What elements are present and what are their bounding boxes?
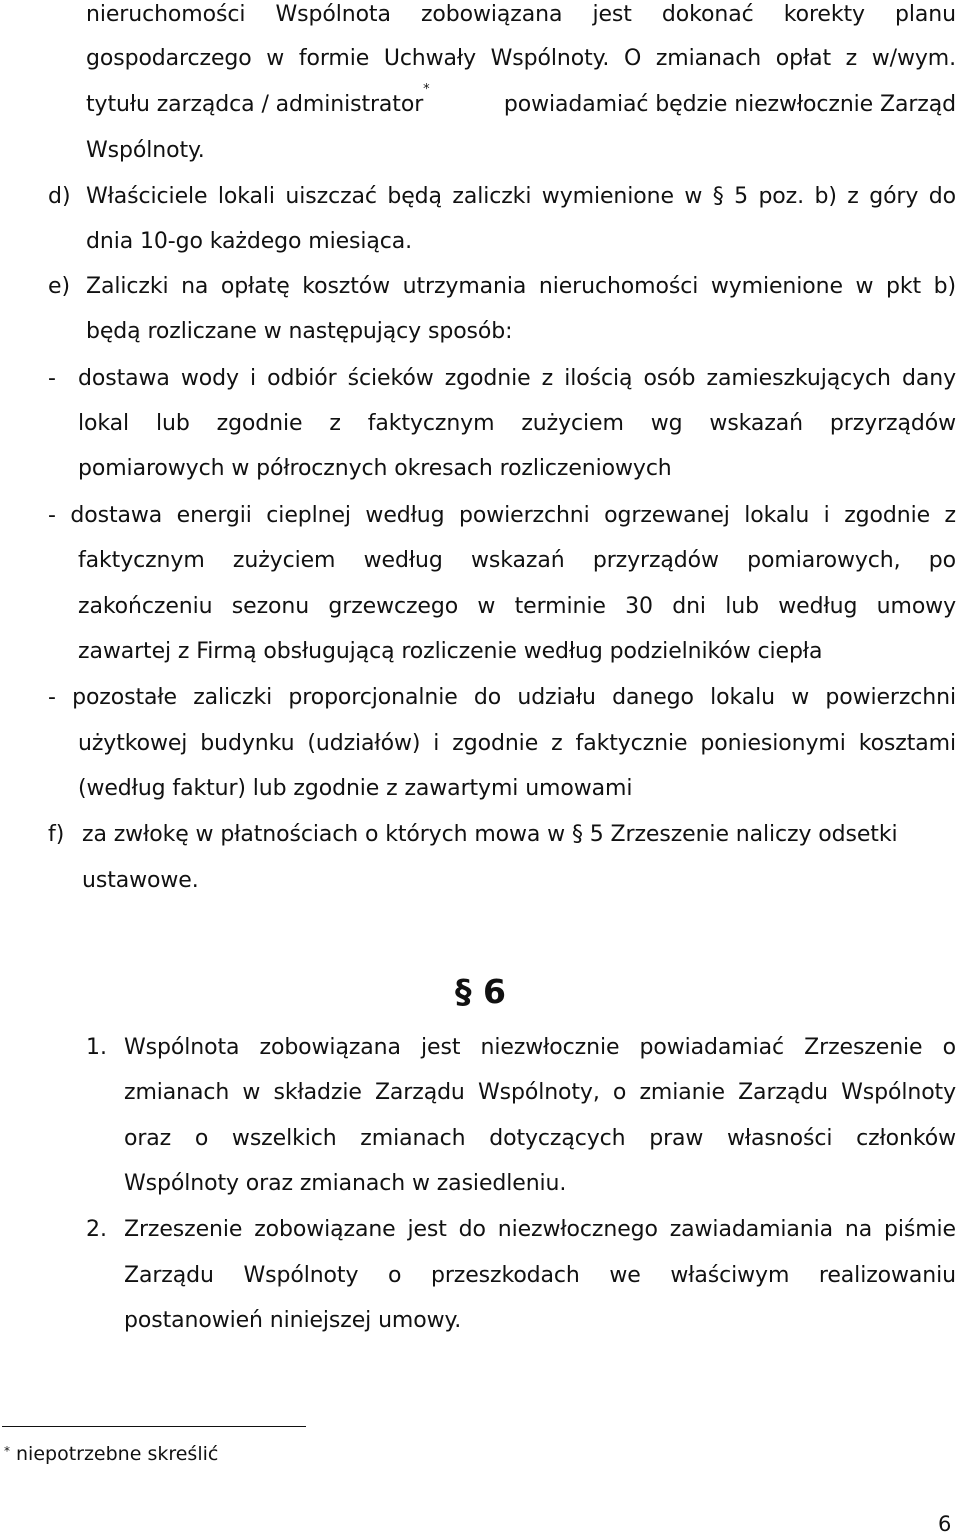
footnote-marker: * — [423, 82, 430, 97]
list-label-e: e) — [48, 274, 71, 299]
text-line: Właściciele lokali uiszczać będą zaliczki wymienione w § 5 poz. b) z góry do — [86, 184, 956, 209]
text-line: postanowień niniejszej umowy. — [124, 1308, 462, 1333]
list-label-f: f) — [48, 822, 65, 847]
text-line: zawartej z Firmą obsługującą rozliczenie według podzielników ciepła — [78, 639, 823, 664]
text-line: Wspólnota zobowiązana jest niezwłocznie powiadamiać Zrzeszenie o — [124, 1035, 956, 1060]
footnote — [4, 1442, 218, 1466]
text-line: użytkowej budynku (udziałów) i zgodnie z faktycznie poniesionymi kosztami — [78, 731, 956, 756]
list-label-d: d) — [48, 184, 71, 209]
text-line: zmianach w składzie Zarządu Wspólnoty, o zmianie Zarządu Wspólnoty — [124, 1080, 956, 1105]
text-line: dnia 10-go każdego miesiąca. — [86, 229, 413, 254]
text-line: (według faktur) lub zgodnie z zawartymi umowami — [78, 776, 633, 801]
page-number: 6 — [938, 1512, 952, 1536]
text-line: Zrzeszenie zobowiązane jest do niezwłocznego zawiadamiania na piśmie — [124, 1217, 956, 1242]
text-line: Zaliczki na opłatę kosztów utrzymania nieruchomości wymienione w pkt b) — [86, 274, 956, 299]
list-number-2: 2. — [86, 1217, 107, 1242]
dash-label: - — [48, 366, 56, 391]
text-line — [86, 82, 956, 118]
text-line: pomiarowych w półrocznych okresach rozliczeniowych — [78, 456, 672, 481]
text-line: Wspólnoty oraz zmianach w zasiedleniu. — [124, 1171, 567, 1196]
text-line: oraz o wszelkich zmianach dotyczących praw własności członków — [124, 1126, 956, 1151]
text-line: lokal lub zgodnie z faktycznym zużyciem wg wskazań przyrządów — [78, 411, 956, 436]
text-line: zakończeniu sezonu grzewczego w terminie 30 dni lub według umowy — [78, 594, 956, 619]
footnote-marker: * — [4, 1444, 10, 1458]
text-line: - pozostałe zaliczki proporcjonalnie do udziału danego lokalu w powierzchni — [48, 685, 956, 710]
text-segment: powiadamiać będzie niezwłocznie Zarząd — [503, 92, 956, 117]
text-line: będą rozliczane w następujący sposób: — [86, 319, 513, 344]
text-line: za zwłokę w płatnościach o których mowa w § 5 Zrzeszenie naliczy odsetki — [82, 822, 898, 847]
footnote-divider — [2, 1426, 306, 1427]
text-line: ustawowe. — [82, 868, 199, 893]
text-line: Wspólnoty. — [86, 138, 205, 163]
text-segment — [86, 82, 430, 118]
text-line: faktycznym zużyciem według wskazań przyrządów pomiarowych, po — [78, 548, 956, 573]
text-line: - dostawa energii cieplnej według powierzchni ogrzewanej lokalu i zgodnie z — [48, 503, 956, 528]
list-number-1: 1. — [86, 1035, 107, 1060]
text-line: dostawa wody i odbiór ścieków zgodnie z ilością osób zamieszkujących dany — [78, 366, 956, 391]
text-line: gospodarczego w formie Uchwały Wspólnoty. O zmianach opłat z w/wym. — [86, 46, 956, 71]
footnote-text: niepotrzebne skreślić — [16, 1443, 219, 1465]
text-line: Zarządu Wspólnoty o przeszkodach we właściwym realizowaniu — [124, 1263, 956, 1288]
text-line: nieruchomości Wspólnota zobowiązana jest dokonać korekty planu — [86, 2, 956, 27]
section-heading: § 6 — [455, 972, 506, 1011]
text-fragment: tytułu zarządca / administrator — [86, 92, 424, 117]
